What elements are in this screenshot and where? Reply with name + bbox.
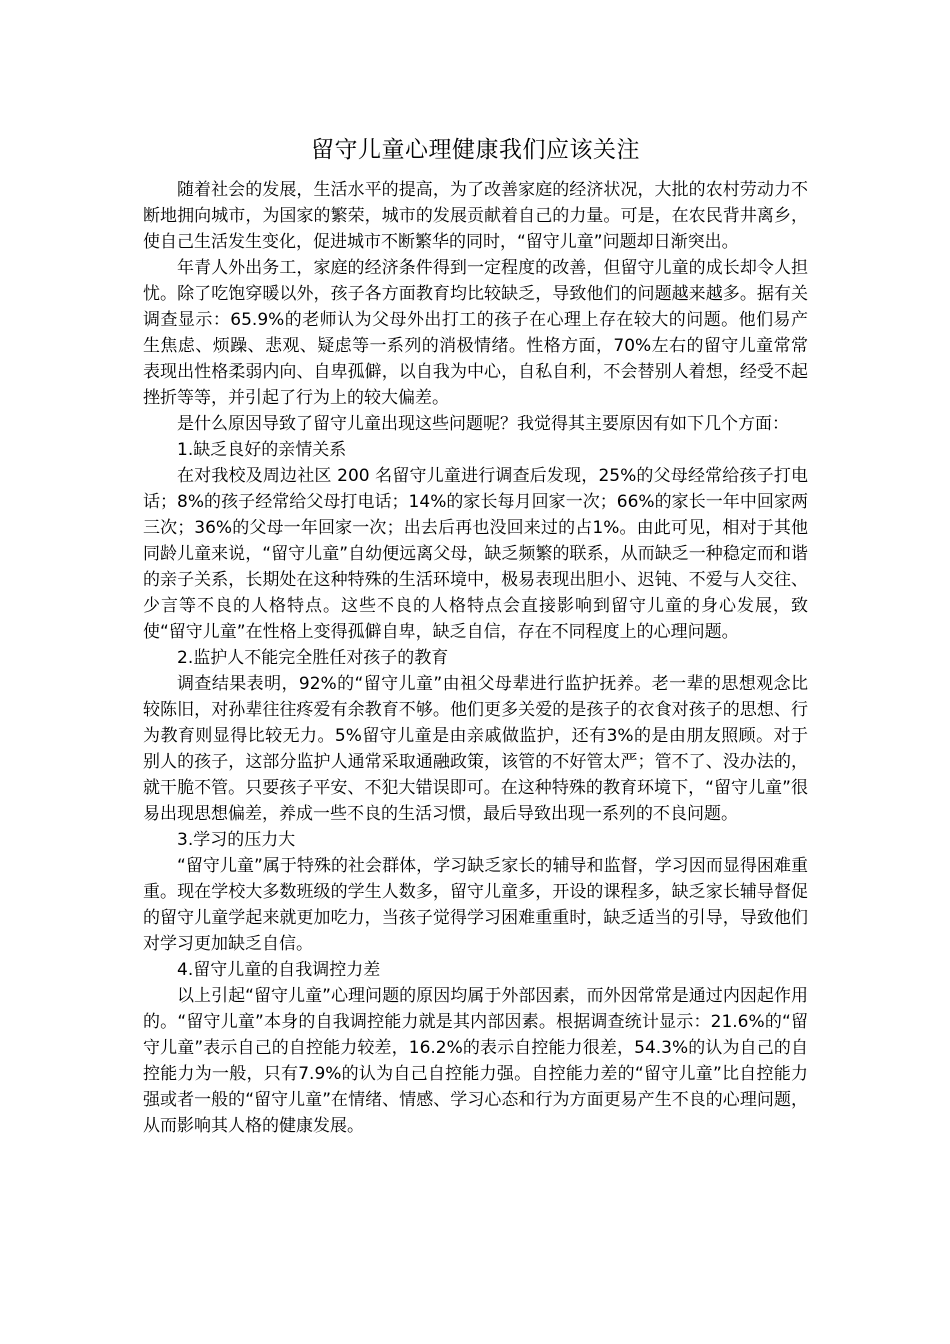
- document-body: [143, 131, 808, 1139]
- section-heading-3: 3.学习的压力大: [177, 830, 296, 850]
- section-body-3: “留守儿童”属于特殊的社会群体，学习缺乏家长的辅导和监督，学习因而显得困难重重。现在学校大多数班级的学生人数多，留守儿童多，开设的课程多，缺乏家长辅导督促的留守儿童学起来就更加吃力，当孩子觉得学习困难重重时，缺乏适当的引导，导致他们对学习更加缺乏自信。: [143, 856, 808, 954]
- problem-paragraph: 年青人外出务工，家庭的经济条件得到一定程度的改善，但留守儿童的成长却令人担忧。除了吃饱穿暖以外，孩子各方面教育均比较缺乏，导致他们的问题越来越多。据有关调查显示：65.9%的老师认为父母外出打工的孩子在心理上存在较大的问题。他们易产生焦虑、烦躁、悲观、疑虑等一系列的消极情绪。性格方面，70%左右的留守儿童常常表现出性格柔弱内向、自卑孤僻，以自我为中心，自私自利，不会替别人着想，经受不起挫折等等，并引起了行为上的较大偏差。: [143, 258, 808, 408]
- document-title: 留守儿童心理健康我们应该关注: [311, 137, 640, 163]
- question-paragraph: 是什么原因导致了留守儿童出现这些问题呢？我觉得其主要原因有如下几个方面：: [177, 414, 789, 434]
- intro-paragraph: 随着社会的发展，生活水平的提高，为了改善家庭的经济状况，大批的农村劳动力不断地拥向城市，为国家的繁荣，城市的发展贡献着自己的力量。可是，在农民背井离乡，使自己生活发生变化，促进城市不断繁华的同时，“留守儿童”问题却日渐突出。: [143, 180, 808, 252]
- section-body-2: 调查结果表明，92%的“留守儿童”由祖父母辈进行监护抚养。老一辈的思想观念比较陈旧，对孙辈往往疼爱有余教育不够。他们更多关爱的是孩子的衣食对孩子的思想、行为教育则显得比较无力。5%留守儿童是由亲戚做监护，还有3%的是由朋友照顾。对于别人的孩子，这部分监护人通常采取通融政策，该管的不好管太严；管不了、没办法的，就干脆不管。只要孩子平安、不犯大错误即可。在这种特殊的教育环境下，“留守儿童”很易出现思想偏差，养成一些不良的生活习惯，最后导致出现一系列的不良问题。: [143, 674, 808, 824]
- section-heading-1: 1.缺乏良好的亲情关系: [177, 440, 347, 460]
- section-body-4: 以上引起“留守儿童”心理问题的原因均属于外部因素，而外因常常是通过内因起作用的。“留守儿童”本身的自我调控能力就是其内部因素。根据调查统计显示：21.6%的“留守儿童”表示自己的自控能力较差，16.2%的表示自控能力很差，54.3%的认为自己的自控能力为一般，只有7.9%的认为自己自控能力强。自控能力差的“留守儿童”比自控能力强或者一般的“留守儿童”在情绪、情感、学习心态和行为方面更易产生不良的心理问题，从而影响其人格的健康发展。: [143, 986, 808, 1136]
- section-body-1: 在对我校及周边社区 200 名留守儿童进行调查后发现，25%的父母经常给孩子打电话；8%的孩子经常给父母打电话；14%的家长每月回家一次；66%的家长一年中回家两三次；36%的父母一年回家一次；出去后再也没回来过的占1%。由此可见，相对于其他同龄儿童来说，“留守儿童”自幼便远离父母，缺乏频繁的联系，从而缺乏一种稳定而和谐的亲子关系，长期处在这种特殊的生活环境中，极易表现出胆小、迟钝、不爱与人交往、少言等不良的人格特点。这些不良的人格特点会直接影响到留守儿童的身心发展，致使“留守儿童”在性格上变得孤僻自卑，缺乏自信，存在不同程度上的心理问题。: [143, 466, 808, 642]
- section-heading-2: 2.监护人不能完全胜任对孩子的教育: [177, 648, 449, 668]
- section-heading-4: 4.留守儿童的自我调控力差: [177, 960, 381, 980]
